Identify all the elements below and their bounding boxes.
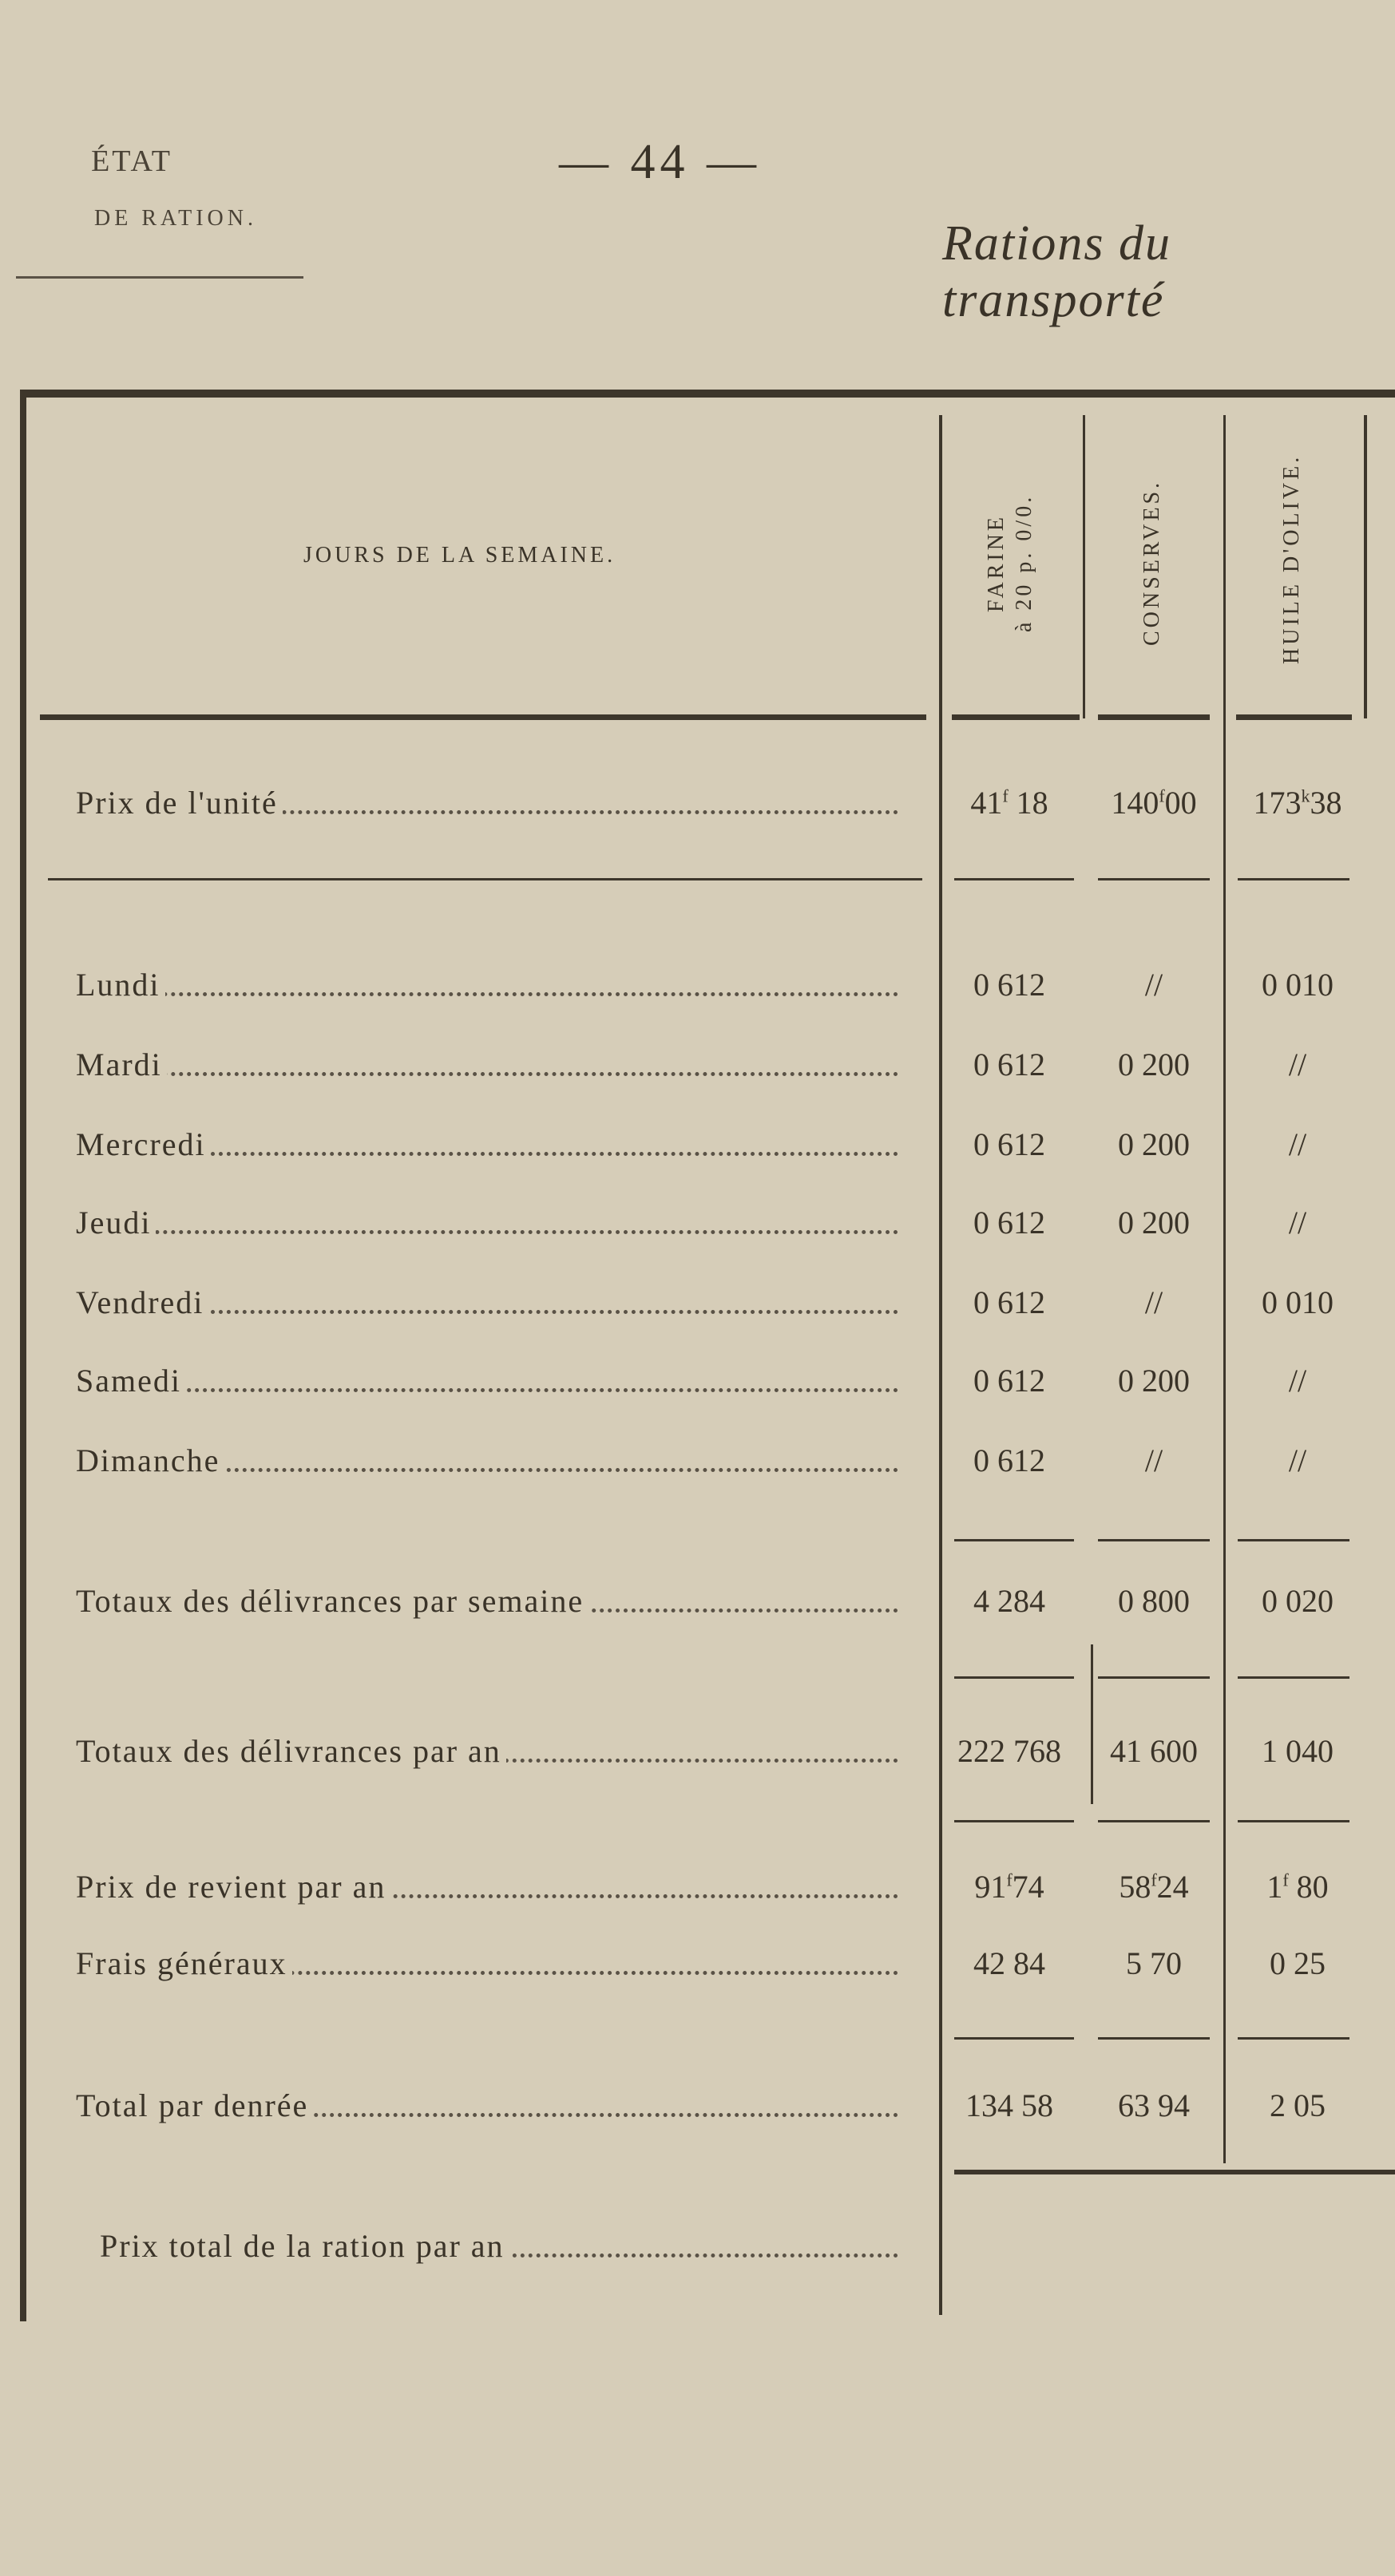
header-rule [40,714,926,720]
row-day-label: Samedi [76,1362,898,1399]
margin-note-etat: ÉTAT [91,144,172,178]
header-rule [1098,714,1210,720]
page-subtitle: Rations du transporté [942,216,1171,327]
total-per-item-conserves: 63 94 [1118,2087,1190,2123]
row-label-text: Prix de l'unité [76,785,283,821]
margin-note-rule [16,276,303,279]
row-day-label: Mardi [76,1046,898,1083]
unit-price-farine: 41$^f$ 18 [970,785,1048,821]
cost-per-year-conserves: 58$^f$24 [1119,1869,1189,1905]
unit-price-conserves: 140$^f$00 [1111,785,1197,821]
day-value-huile: // [1288,1126,1307,1162]
sum-rule [1238,1539,1349,1541]
section-rule [1098,878,1210,880]
total-per-item-farine: 134 58 [965,2087,1053,2123]
day-value-conserves: // [1144,967,1163,1003]
column-header-huile: HUILE D'OLIVE. [1279,453,1304,664]
row-day-label: Dimanche [76,1442,898,1479]
day-value-huile: // [1288,1363,1307,1399]
cost-per-year-farine: 91$^f$74 [974,1869,1044,1905]
sum-rule [1238,1820,1349,1822]
margin-note-de-ration: DE RATION. [94,206,257,231]
row-day-label: Lundi [76,966,898,1003]
column-header-farine-line1: FARINE [984,513,1009,612]
table-left-border [20,390,26,2321]
day-value-conserves: 0 200 [1118,1126,1190,1162]
sum-rule [1098,1539,1210,1541]
weekly-total-huile: 0 020 [1262,1583,1334,1619]
unit-price-huile: 173$^k$38 [1253,785,1342,821]
day-value-farine: 0 612 [973,1126,1045,1162]
overheads-conserves: 5 70 [1126,1945,1182,1981]
row-day-label: Mercredi [76,1126,898,1163]
day-value-farine: 0 612 [973,1205,1045,1241]
row-cost-per-year-label: Prix de revient par an [76,1868,898,1905]
day-value-conserves: 0 200 [1118,1205,1190,1241]
column-divider-2b [1091,1644,1093,1804]
sum-rule [954,2037,1074,2040]
day-value-conserves: // [1144,1284,1163,1320]
column-header-farine-line2: à 20 p. 0/0. [1012,493,1036,632]
header-rule [952,714,1080,720]
column-header-conserves: CONSERVES. [1139,479,1164,647]
sum-rule [1238,1676,1349,1679]
column-header-farine [982,447,1038,679]
table-top-rule [20,390,1395,398]
day-value-conserves: 0 200 [1118,1363,1190,1399]
row-weekly-total-label: Totaux des délivrances par semaine [76,1582,898,1620]
overheads-farine: 42 84 [973,1945,1045,1981]
final-rule [954,2170,1395,2174]
row-ration-total-label: Prix total de la ration par an [100,2227,898,2265]
sum-rule [954,1676,1074,1679]
day-value-huile: // [1288,1205,1307,1241]
day-value-farine: 0 612 [973,967,1045,1003]
annual-total-farine: 222 768 [957,1733,1061,1769]
days-column-header: JOURS DE LA SEMAINE. [303,543,616,568]
annual-total-conserves: 41 600 [1110,1733,1198,1769]
sum-rule [954,1539,1074,1541]
day-value-conserves: 0 200 [1118,1047,1190,1082]
header-rule [1236,714,1352,720]
sum-rule [954,1820,1074,1822]
overheads-huile: 0 25 [1270,1945,1326,1981]
column-divider-4 [1364,415,1367,718]
row-total-per-item-label: Total par denrée [76,2087,898,2124]
day-value-huile: // [1288,1047,1307,1082]
row-annual-total-label: Totaux des délivrances par an [76,1732,898,1770]
day-value-farine: 0 612 [973,1363,1045,1399]
column-divider-2 [1083,415,1085,718]
sum-rule [1098,2037,1210,2040]
row-day-label: Jeudi [76,1204,898,1241]
weekly-total-farine: 4 284 [973,1583,1045,1619]
sum-rule [1098,1820,1210,1822]
annual-total-huile: 1 040 [1262,1733,1334,1769]
row-overheads-label: Frais généraux [76,1945,898,1982]
page-number: — 44 — [559,135,761,189]
sum-rule [1098,1676,1210,1679]
day-value-farine: 0 612 [973,1047,1045,1082]
section-rule [954,878,1074,880]
cost-per-year-huile: 1$^f$ 80 [1266,1869,1329,1905]
total-per-item-huile: 2 05 [1270,2087,1326,2123]
day-value-conserves: // [1144,1442,1163,1478]
weekly-total-conserves: 0 800 [1118,1583,1190,1619]
row-unit-price-label [76,784,898,821]
day-value-huile: 0 010 [1262,967,1334,1003]
day-value-huile: // [1288,1442,1307,1478]
section-rule [48,878,922,880]
day-value-huile: 0 010 [1262,1284,1334,1320]
day-value-farine: 0 612 [973,1284,1045,1320]
sum-rule [1238,2037,1349,2040]
day-value-farine: 0 612 [973,1442,1045,1478]
row-day-label: Vendredi [76,1284,898,1321]
section-rule [1238,878,1349,880]
